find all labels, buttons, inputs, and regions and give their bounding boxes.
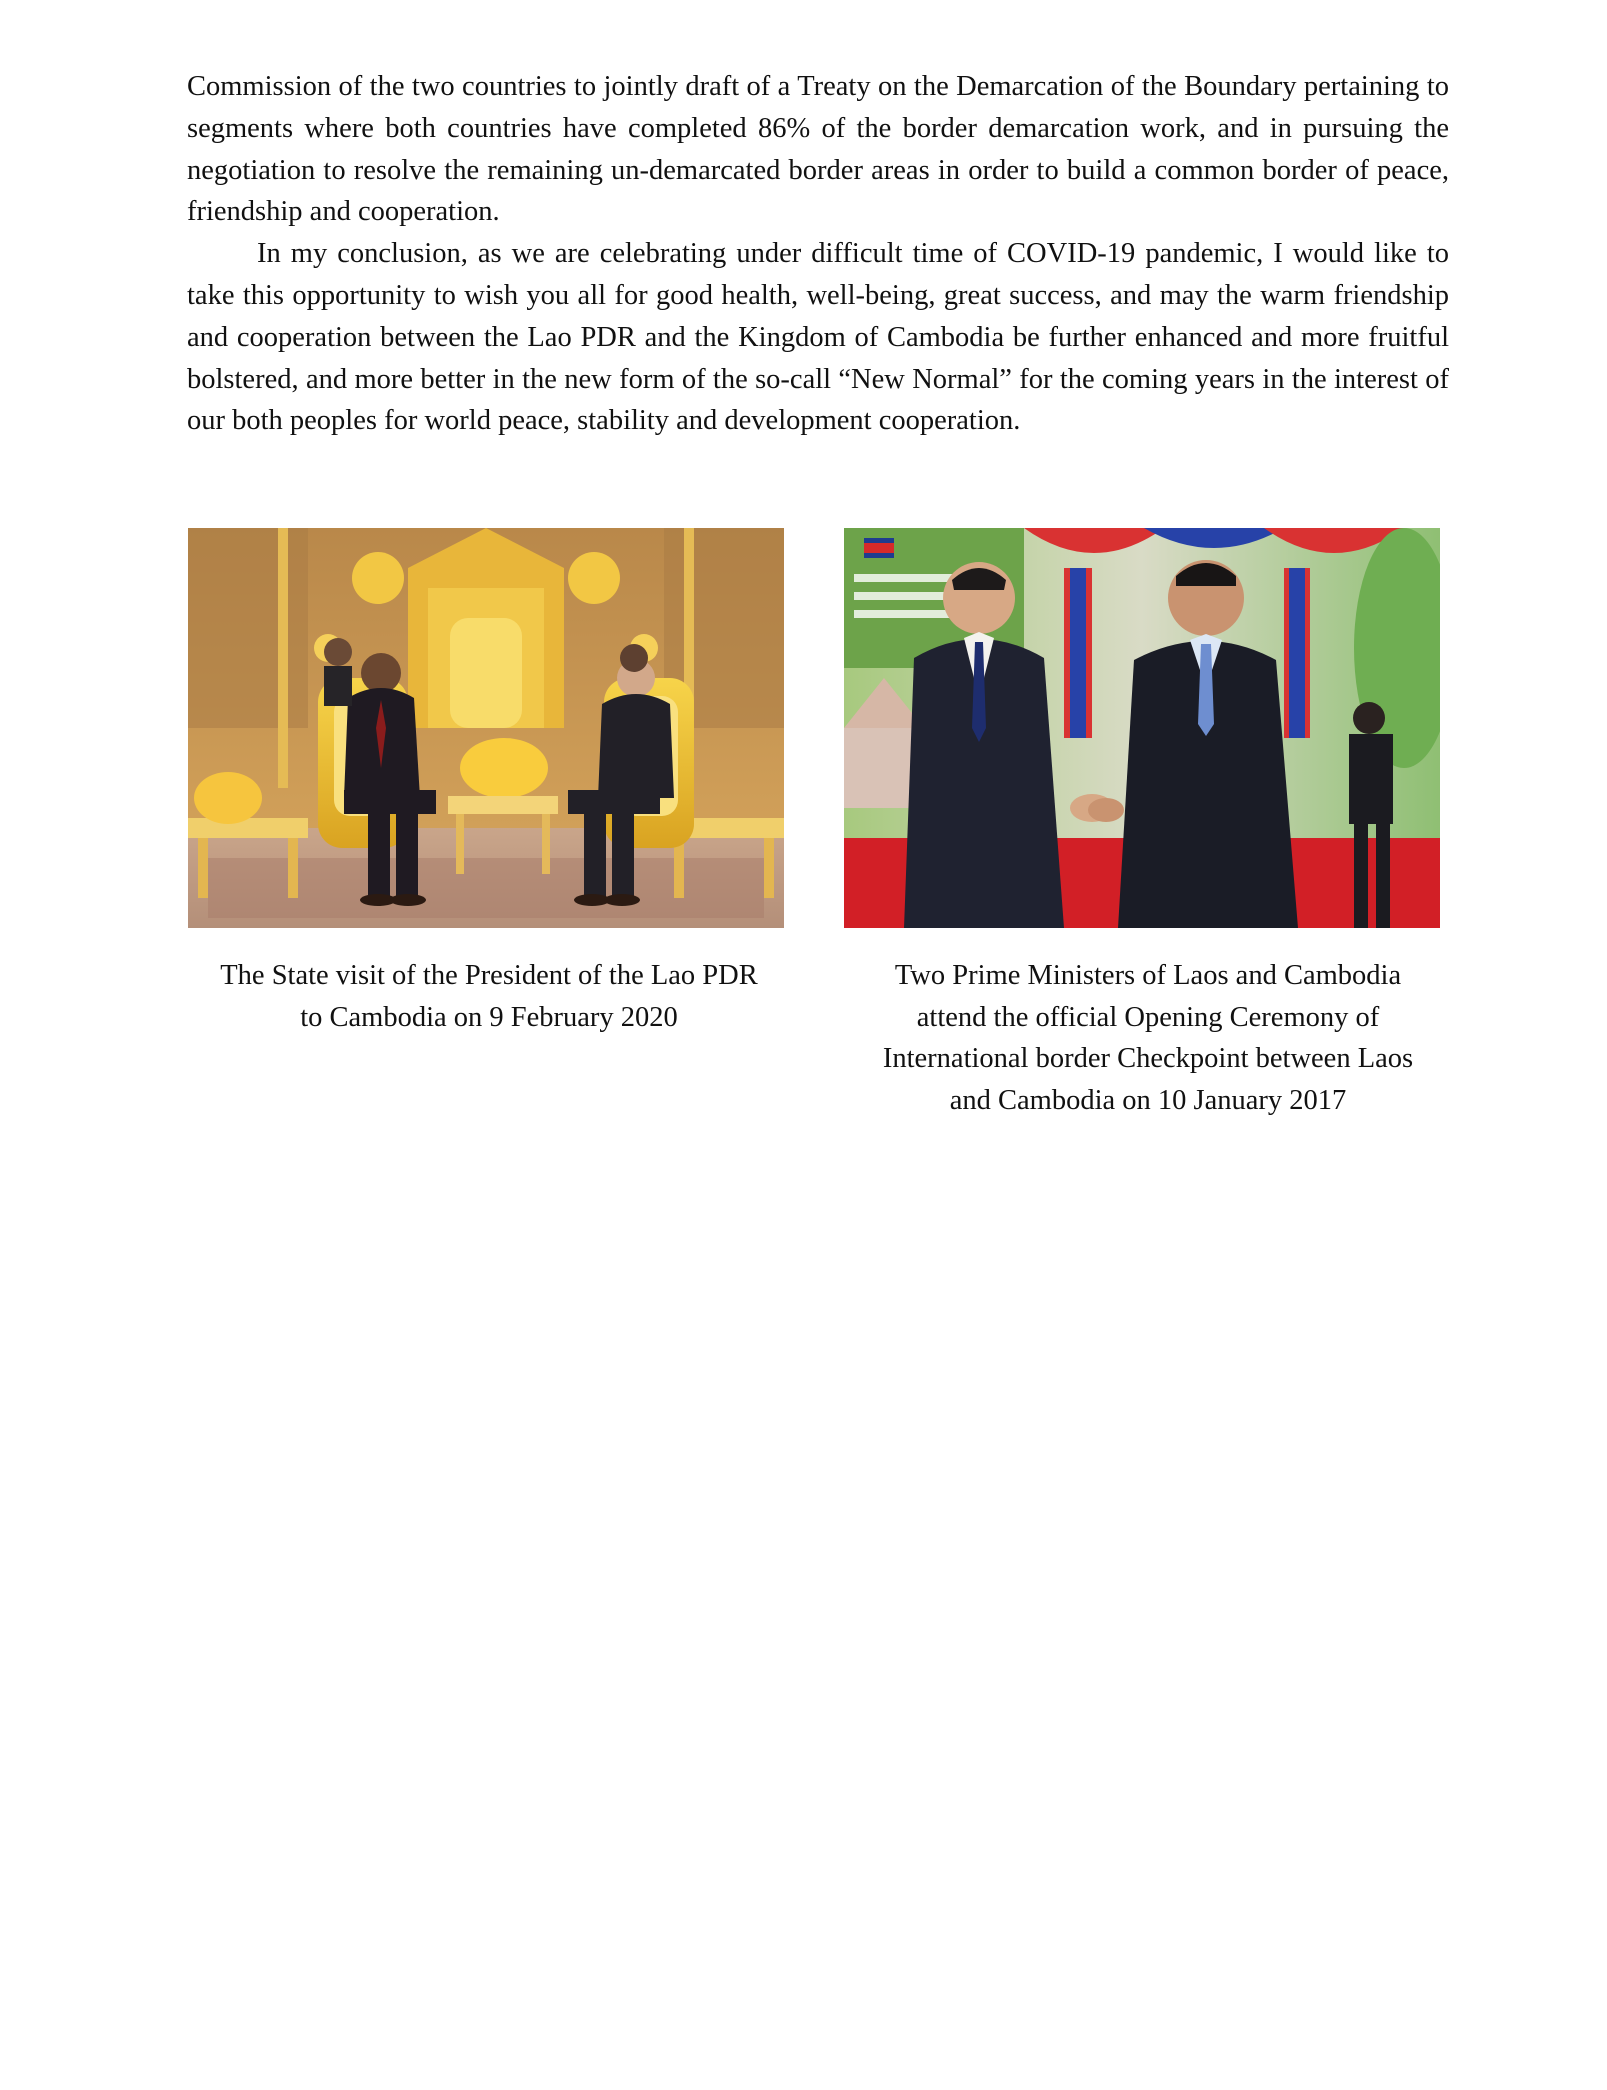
- state-visit-photo: [188, 528, 784, 928]
- state-visit-photo-image: [188, 528, 784, 928]
- prime-ministers-photo-image: [844, 528, 1440, 928]
- prime-ministers-caption: [836, 955, 1460, 1121]
- paragraph-conclusion: In my conclusion, as we are celebrating under difficult time of COVID-19 pandemic, I would like to take this opportunity to wish you all for good health, well-being, great success, and may the warm friendship and cooperation between the Lao PDR and the Kingdom of Cambodia be further enhanced and more fruitful bolstered, and more better in the new form of the so-call “New Normal” for the coming years in the interest of our both peoples for world peace, stability and development cooperation.: [187, 238, 1449, 437]
- prime-ministers-photo: [844, 528, 1440, 928]
- caption-line: attend the official Opening Ceremony of: [916, 1001, 1380, 1033]
- caption-line: International border Checkpoint between Laos: [882, 1043, 1414, 1075]
- caption-line: to Cambodia on 9 February 2020: [300, 1001, 678, 1033]
- caption-line: The State visit of the President of the Lao PDR: [220, 960, 758, 991]
- caption-line: and Cambodia on 10 January 2017: [949, 1084, 1347, 1116]
- state-visit-caption: [176, 955, 802, 1038]
- body-text: [187, 66, 1449, 442]
- caption-line: Two Prime Ministers of Laos and Cambodia: [894, 960, 1402, 991]
- paragraph-commission: Commission of the two countries to jointly draft of a Treaty on the Demarcation of the Boundary pertaining to segments where both countries have completed 86% of the border demarcation work, and in pursuing the negotiation to resolve the remaining un-demarcated border areas in order to build a common border of peace, friendship and cooperation.: [187, 71, 1449, 228]
